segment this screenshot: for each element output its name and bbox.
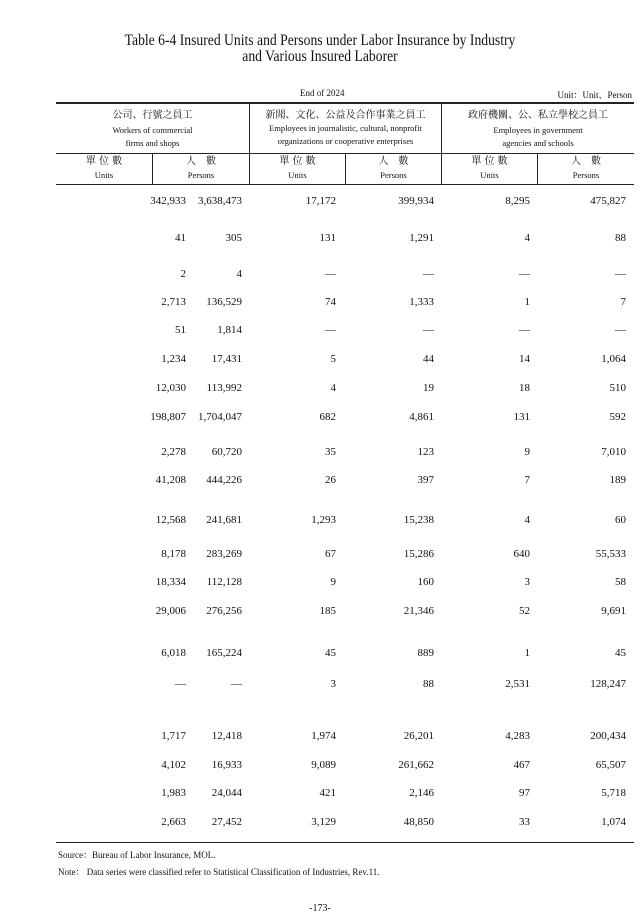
table-cell: 8,178 (161, 548, 186, 560)
table-cell: 2,146 (409, 787, 434, 799)
table-cell: 26,201 (403, 730, 434, 742)
table-row (56, 603, 634, 619)
table-cell: 305 (225, 232, 242, 244)
table-cell: 29,006 (155, 605, 186, 617)
table-cell: — (325, 268, 336, 280)
table-cell: 198,807 (150, 411, 186, 423)
table-cell: 3 (330, 678, 336, 690)
table-cell: 261,662 (398, 759, 434, 771)
table-cell: 24,044 (211, 787, 242, 799)
table-cell: 41 (175, 232, 186, 244)
table-cell: 5 (330, 353, 336, 365)
subheader-zh: 單 位 數 (471, 156, 508, 167)
table-cell: 640 (513, 548, 530, 560)
table-cell: 123 (417, 446, 434, 458)
table-cell: 58 (615, 576, 626, 588)
table-cell: 399,934 (398, 195, 434, 207)
table-cell: 1,293 (311, 514, 336, 526)
table-cell: 41,208 (155, 474, 186, 486)
table-cell: 1 (524, 296, 530, 308)
table-cell: 3,638,473 (198, 195, 242, 207)
table-cell: 26 (325, 474, 336, 486)
table-cell: 5,718 (601, 787, 626, 799)
group-header-commercial (56, 105, 249, 153)
table-cell: 1,974 (311, 730, 336, 742)
table-cell: 4 (236, 268, 242, 280)
table-cell: 44 (423, 353, 434, 365)
table-cell: 9,089 (311, 759, 336, 771)
subheader-zh: 單 位 數 (85, 156, 123, 167)
table-cell: 15,286 (403, 548, 434, 560)
table-row (56, 409, 634, 425)
table-cell: 1,717 (161, 730, 186, 742)
table-cell: 45 (615, 647, 626, 659)
table-cell: 2,713 (161, 296, 186, 308)
table-cell: — (423, 324, 434, 336)
subheader-persons (538, 154, 634, 184)
table-cell: 682 (319, 411, 336, 423)
table-cell: 4 (524, 514, 530, 526)
table-cell: 67 (325, 548, 336, 560)
table-cell: 17,431 (211, 353, 242, 365)
table-cell: 113,992 (206, 382, 242, 394)
table-row (56, 757, 634, 773)
table-cell: 60,720 (211, 446, 242, 458)
page-number: -173- (309, 903, 331, 914)
table-cell: 55,533 (595, 548, 626, 560)
table-cell: 4 (330, 382, 336, 394)
subheader-zh: 人 數 (378, 156, 409, 167)
table-cell: 4,861 (409, 411, 434, 423)
table-row (56, 294, 634, 310)
table-cell: 241,681 (206, 514, 242, 526)
table-cell: 1,814 (217, 324, 242, 336)
table-cell: 9,691 (601, 605, 626, 617)
table-cell: 48,850 (403, 816, 434, 828)
table-cell: — (231, 678, 242, 690)
source-note: Source：Bureau of Labor Insurance, MOL. (58, 850, 216, 860)
reference-date: End of 2024 (300, 88, 345, 98)
table-cell: 283,269 (206, 548, 242, 560)
table-cell: 7 (620, 296, 626, 308)
table-cell: 3,129 (311, 816, 336, 828)
table-row (56, 645, 634, 661)
table-cell: 200,434 (590, 730, 626, 742)
table-cell: 1,291 (409, 232, 434, 244)
table-cell: 60 (615, 514, 626, 526)
subheader-zh: 人 數 (571, 156, 601, 167)
subheader-units (56, 154, 152, 184)
group-header-journalistic (250, 105, 441, 153)
table-row (56, 728, 634, 744)
table-cell: 397 (417, 474, 434, 486)
table-cell: 21,346 (403, 605, 434, 617)
table-cell: — (615, 268, 626, 280)
table-cell: 185 (319, 605, 336, 617)
subheader-en: Units (480, 170, 499, 180)
subheader-en: Persons (187, 170, 215, 180)
table-cell: 1,234 (161, 353, 186, 365)
table-cell: 276,256 (206, 605, 242, 617)
table-cell: 128,247 (590, 678, 626, 690)
table-cell: 131 (513, 411, 530, 423)
table-cell: 65,507 (595, 759, 626, 771)
subheader-en: Units (94, 170, 114, 180)
group-header-en: Employees in journalistic, cultural, nonprofit (269, 123, 422, 133)
table-cell: 421 (319, 787, 336, 799)
table-row (56, 512, 634, 528)
group-header-government (442, 105, 634, 153)
table-bottom-rule (56, 842, 634, 843)
table-cell: 592 (609, 411, 626, 423)
table-cell: 15,238 (403, 514, 434, 526)
table-cell: 4,102 (161, 759, 186, 771)
table-title-line2: and Various Insured Laborer (242, 48, 398, 65)
table-cell: 1 (524, 647, 530, 659)
table-cell: 33 (519, 816, 530, 828)
subheader-en: Persons (572, 170, 600, 180)
table-cell: — (519, 324, 530, 336)
table-cell: 19 (423, 382, 434, 394)
group-header-zh: 公司、行號之員工 (112, 110, 193, 121)
table-cell: — (423, 268, 434, 280)
table-cell: 88 (615, 232, 626, 244)
table-cell: 7 (524, 474, 530, 486)
table-cell: 12,568 (155, 514, 186, 526)
table-row (56, 351, 634, 367)
table-cell: 74 (325, 296, 336, 308)
table-cell: 2 (180, 268, 186, 280)
table-cell: — (325, 324, 336, 336)
table-cell: 165,224 (206, 647, 242, 659)
table-cell: 12,418 (211, 730, 242, 742)
group-header-zh: 新聞、文化、公益及合作事業之員工 (265, 110, 426, 121)
table-cell: 1,704,047 (198, 411, 242, 423)
table-cell: 51 (175, 324, 186, 336)
table-cell: — (175, 678, 186, 690)
table-cell: 45 (325, 647, 336, 659)
table-cell: — (519, 268, 530, 280)
table-cell: 3 (524, 576, 530, 588)
group-header-en: Employees in government (493, 125, 583, 135)
table-cell: 9 (330, 576, 336, 588)
table-cell: 35 (325, 446, 336, 458)
table-cell: 444,226 (206, 474, 242, 486)
table-cell: 160 (417, 576, 434, 588)
subheader-zh: 人 數 (186, 156, 216, 167)
table-cell: 131 (319, 232, 336, 244)
table-cell: 889 (417, 647, 434, 659)
table-row (56, 472, 634, 488)
unit-label: Unit：Unit、Person (557, 90, 632, 100)
table-cell: 6,018 (161, 647, 186, 659)
subheader-units (442, 154, 537, 184)
table-cell: 475,827 (590, 195, 626, 207)
table-cell: 7,010 (601, 446, 626, 458)
table-row (56, 814, 634, 830)
subheader-persons (153, 154, 249, 184)
table-cell: 9 (524, 446, 530, 458)
group-header-en: agencies and schools (502, 138, 574, 148)
table-row (56, 380, 634, 396)
table-cell: 97 (519, 787, 530, 799)
subheader-units (250, 154, 345, 184)
table-row (56, 322, 634, 338)
table-top-rule (56, 102, 634, 104)
table-cell: 1,074 (601, 816, 626, 828)
group-header-zh: 政府機關、公、私立學校之員工 (468, 110, 608, 121)
group-header-en: organizations or cooperative enterprises (277, 136, 414, 146)
subheader-en: Units (288, 170, 307, 180)
table-cell: 8,295 (505, 195, 530, 207)
table-cell: 2,278 (161, 446, 186, 458)
table-cell: 1,064 (601, 353, 626, 365)
table-cell: 17,172 (305, 195, 336, 207)
table-cell: 18 (519, 382, 530, 394)
table-row (56, 676, 634, 692)
table-row (56, 193, 634, 209)
table-row (56, 266, 634, 282)
subheader-zh: 單 位 數 (279, 156, 316, 167)
table-cell: 14 (519, 353, 530, 365)
table-cell: 1,333 (409, 296, 434, 308)
table-cell: 510 (609, 382, 626, 394)
table-cell: 467 (513, 759, 530, 771)
table-cell: 1,983 (161, 787, 186, 799)
table-cell: 112,128 (206, 576, 242, 588)
table-row (56, 785, 634, 801)
table-cell: 136,529 (206, 296, 242, 308)
table-cell: 27,452 (211, 816, 242, 828)
table-cell: 16,933 (211, 759, 242, 771)
table-cell: 4,283 (505, 730, 530, 742)
table-cell: — (615, 324, 626, 336)
table-cell: 2,663 (161, 816, 186, 828)
table-cell: 342,933 (150, 195, 186, 207)
table-row (56, 574, 634, 590)
table-row (56, 444, 634, 460)
table-title-line1: Table 6-4 Insured Units and Persons under Labor Insurance by Industry (124, 32, 516, 49)
table-cell: 88 (423, 678, 434, 690)
group-header-en: Workers of commercial (112, 125, 193, 135)
table-cell: 189 (609, 474, 626, 486)
table-cell: 4 (524, 232, 530, 244)
table-cell: 12,030 (155, 382, 186, 394)
footnote: Note： Data series were classified refer to Statistical Classification of Industries, Rev.11. (58, 867, 380, 877)
subheader-persons (346, 154, 441, 184)
table-cell: 2,531 (505, 678, 530, 690)
table-cell: 52 (519, 605, 530, 617)
subheader-en: Persons (380, 170, 407, 180)
group-header-en: firms and shops (125, 138, 180, 148)
table-row (56, 546, 634, 562)
table-cell: 18,334 (155, 576, 186, 588)
table-row (56, 230, 634, 246)
